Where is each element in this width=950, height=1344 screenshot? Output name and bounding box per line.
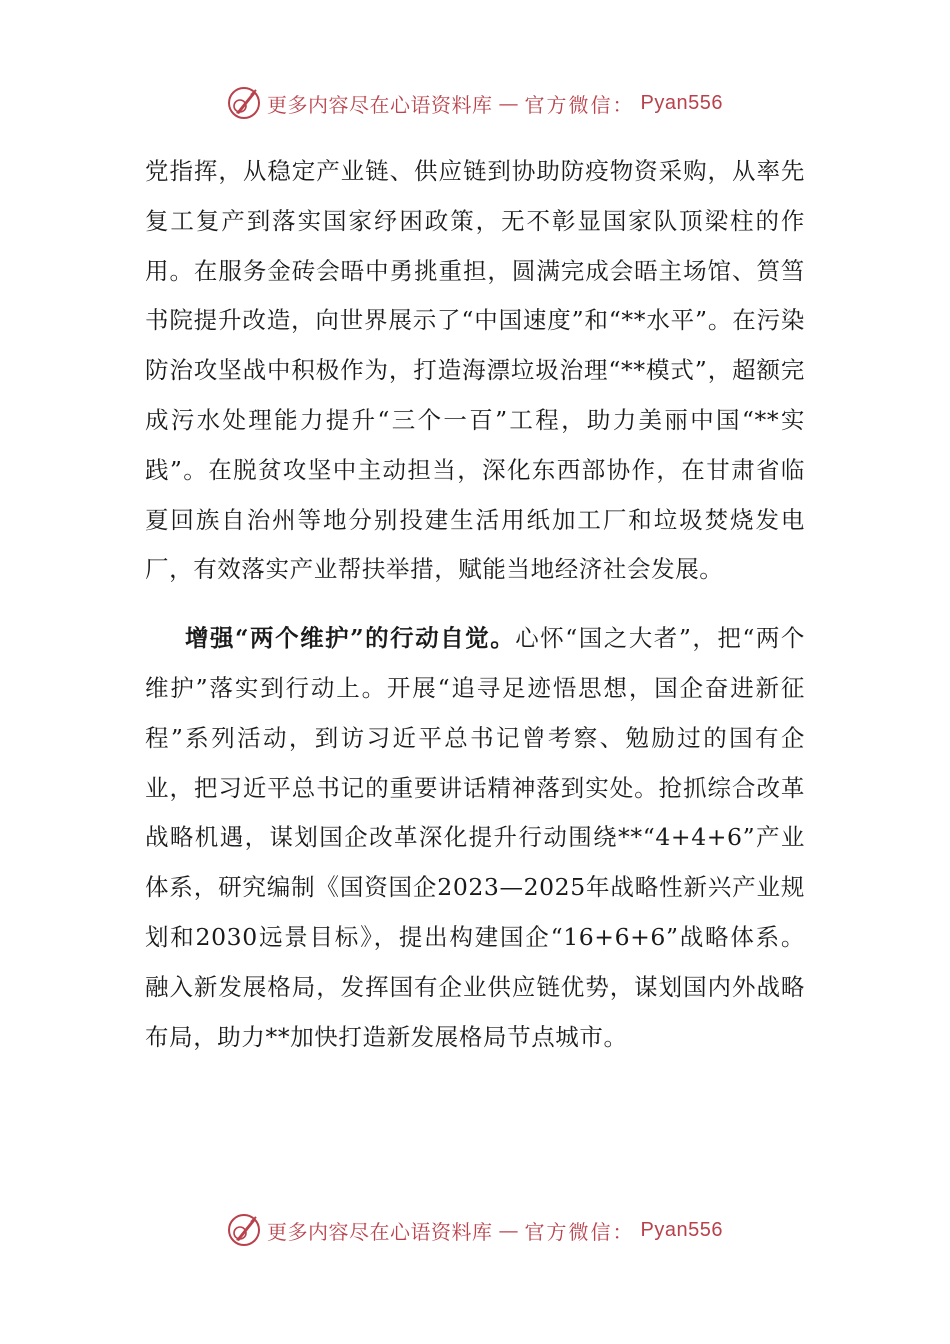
- footer-banner: [0, 1210, 950, 1250]
- banner-wechat-handle: Pyan556: [640, 91, 723, 114]
- paragraph-2-lead: 增强“两个维护”的行动自觉。: [185, 624, 516, 653]
- banner-site-name: 更多内容尽在心语资料库: [267, 92, 493, 117]
- footer-wechat-handle: Pyan556: [640, 1218, 723, 1241]
- banner-wechat-label: 官方微信：: [524, 92, 635, 117]
- footer-site-name: 更多内容尽在心语资料库: [267, 1219, 493, 1244]
- paragraph-2-body: 心怀“国之大者”，把“两个维护”落实到行动上。开展“追寻足迹悟思想，国企奋进新征程”系列活动，到访习近平总书记曾考察、勉励过的国有企业，把习近平总书记的重要讲话精神落到实处。抢抓综合改革战略机遇，谋划国企改革深化提升行动围绕**“4+4+6”产业体系，研究编制《国资国企2023—2025年战略性新兴产业规划和2030远景目标》，提出构建国企“16+6+6”战略体系。融入新发展格局，发挥国有企业供应链优势，谋划国内外战略布局，助力**加快打造新发展格局节点城市。: [145, 624, 806, 1051]
- header-banner: [0, 83, 950, 123]
- banner-dash: —: [498, 91, 519, 115]
- document-body: [145, 147, 805, 1062]
- quill-pen-icon: [227, 1213, 261, 1247]
- footer-dash: —: [498, 1218, 519, 1242]
- footer-wechat-label: 官方微信：: [524, 1219, 635, 1244]
- quill-pen-icon: [227, 86, 261, 120]
- paragraph-2: [145, 614, 805, 1062]
- paragraph-1: 党指挥，从稳定产业链、供应链到协助防疫物资采购，从率先复工复产到落实国家纾困政策，无不彰显国家队顶梁柱的作用。在服务金砖会晤中勇挑重担，圆满完成会晤主场馆、筼筜书院提升改造，向世界展示了“中国速度”和“**水平”。在污染防治攻坚战中积极作为，打造海漂垃圾治理“**模式”，超额完成污水处理能力提升“三个一百”工程，助力美丽中国“**实践”。在脱贫攻坚中主动担当，深化东西部协作，在甘肃省临夏回族自治州等地分别投建生活用纸加工厂和垃圾焚烧发电厂，有效落实产业帮扶举措，赋能当地经济社会发展。: [145, 157, 805, 584]
